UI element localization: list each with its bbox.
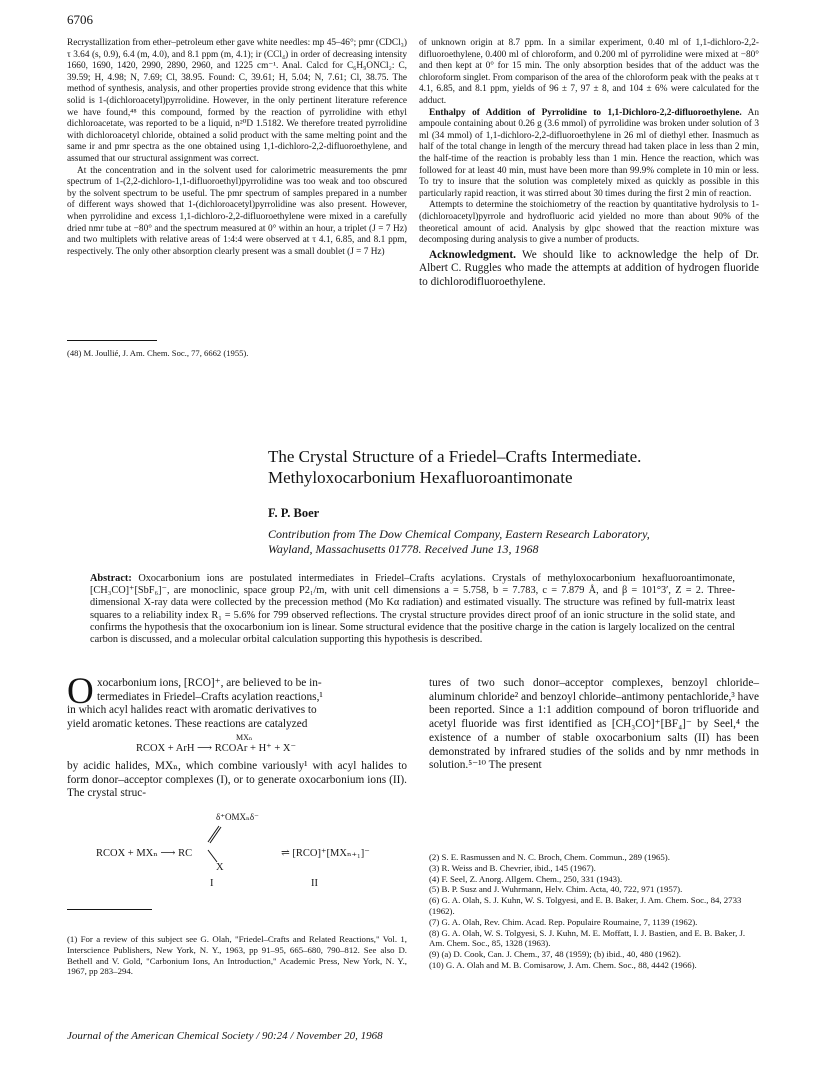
intro-line: xocarbonium ions, [RCO]⁺, are believed to be in-	[97, 677, 322, 689]
affiliation	[268, 527, 768, 557]
footnote: (4) F. Seel, Z. Anorg. Allgem. Chem., 250, 331 (1943).	[429, 873, 623, 884]
intro-line: yield aromatic ketones. These reactions are catalyzed	[67, 718, 308, 731]
author: F. P. Boer	[268, 506, 320, 520]
footnote-rule	[67, 340, 157, 341]
intro-column	[67, 677, 407, 732]
paragraph: Recrystallization from ether–petroleum ether gave white needles: mp 45–46°; pmr (CDCl₃) τ 3.64 (s, 0.9), 6.4 (m, 4.0), and 8.1 ppm (m, 4.1); ir (CCl₄) in order of decreasing intensity 1660, 1690, 1420, 2990, 2890, 2960, and 1225 cm⁻¹. Anal. Calcd for C₆H₉ONCl₂: C, 39.59; H, 4.98; N, 7.69; Cl, 38.95. Found: C, 39.61; H, 5.04; N, 7.61; Cl, 38.75. The method of synthesis, analysis, and other properties provide strong evidence that this white solid is 1-(dichloroacetyl)pyrrolidine. However, in the only pertinent literature reference we have found,⁴⁸ this compound, formed by the reaction of pyrrolidine with ethyl dichloroacetate, was reported to be a liquid, n²⁰D 1.5182. We therefore treated pyrrolidine with dichloroacetyl chloride, obtained a solid product with the same melting point and the same ir and pmr spectra as the one obtained using 1,1-dichloro-2,2-difluoroethylene, and assumed that our structural assignment was correct.	[67, 38, 407, 164]
label-compound-II: II	[311, 878, 318, 889]
title-line: The Crystal Structure of a Friedel–Crafts Intermediate.	[268, 447, 642, 466]
equation-2-top: δ⁺OMXₙδ⁻	[216, 812, 259, 822]
label-compound-I: I	[210, 878, 214, 889]
footnote: (9) (a) D. Cook, Can. J. Chem., 37, 48 (1959); (b) ibid., 40, 480 (1962).	[429, 949, 681, 960]
equation-1: RCOX + ArH ⟶ RCOAr + H⁺ + X⁻	[136, 743, 296, 754]
left-top-column	[67, 38, 407, 258]
right-body-text: tures of two such donor–acceptor complexes, benzoyl chloride–aluminum chloride² and benzoyl chloride–antimony pentachloride,³ have been reported. Since a 1:1 addition compound of boron trifluoride and acetyl fluoride was first identified as [CH₃CO]⁺[BF₄]⁻ by Seel,⁴ the existence of a number of stable oxocarbonium salts (II) has been demonstrated by infrared studies of the solids and by nmr methods in solution.⁵⁻¹⁰ The present	[429, 677, 759, 772]
equation-2-right: ⇌ [RCO]⁺[MXₙ₊₁]⁻	[281, 848, 370, 859]
title-line: Methyloxocarbonium Hexafluoroantimonate	[268, 468, 573, 487]
footnote: (10) G. A. Olah and M. B. Comisarow, J. Am. Chem. Soc., 88, 4442 (1966).	[429, 959, 697, 970]
footnote: (7) G. A. Olah, Rev. Chim. Acad. Rep. Populaire Roumaine, 7, 1139 (1962).	[429, 916, 698, 927]
right-top-column	[419, 38, 759, 289]
section-heading: Enthalpy of Addition of Pyrrolidine to 1,1-Dichloro-2,2-difluoroethylene.	[429, 107, 742, 118]
bond-lines	[205, 824, 225, 864]
affiliation-line: Wayland, Massachusetts 01778. Received June 13, 1968	[268, 542, 539, 556]
intro-line: in which acyl halides react with aromatic derivatives to	[67, 704, 317, 717]
page-number: 6706	[67, 12, 93, 27]
footnote: (3) R. Weiss and B. Chevrier, ibid., 145 (1967).	[429, 862, 596, 873]
article-title	[268, 446, 768, 488]
acknowledgment	[419, 249, 759, 290]
enthalpy-paragraph	[419, 108, 759, 201]
paragraph: At the concentration and in the solvent used for calorimetric measurements the pmr spectrum of 1-(2,2-dichloro-1,1-difluoroethyl)pyrrolidine was too weak and too obscured by the solvent spectrum to be useful. The pmr spectrum of samples prepared in a number of different ways showed that 1-(dichloroacetyl)pyrrolidine was also present. However, when pyrrolidine and excess 1,1-dichloro-2,2-difluoroethylene were mixed in a carefully dried nmr tube at −80° and the spectrum measured at 0° within an hour, a triplet (J = 7 Hz) and two multiplets with relative areas of 1:4:4 were observed at τ 4.1, 6.85, and 8.1 ppm, respectively. The only other absorption clearly present was a small doublet (J = 7 Hz)	[67, 165, 407, 257]
right-footnotes	[429, 852, 759, 971]
equation-2-left: RCOX + MXₙ ⟶ RC	[96, 848, 193, 859]
journal-footer: Journal of the American Chemical Society / 90:24 / November 20, 1968	[67, 1030, 383, 1042]
ack-text: We should like to acknowledge the help of Dr. Albert C. Ruggles who made the attempts at addition of hydrogen fluoride to dichlorodifluoroethylene.	[419, 248, 759, 288]
abstract-label: Abstract:	[90, 573, 132, 584]
footnote-1: (1) For a review of this subject see G. Olah, "Friedel–Crafts and Related Reactions," Vol. 1, Interscience Publishers, New York, N. Y., 1963, pp 91–95, 665–680, 790–812. See also D. Bethell and V. Gold, "Carbonium Ions, An Introduction," Academic Press, New York, N. Y., 1967, pp 283–294.	[67, 934, 407, 977]
ack-heading: Acknowledgment.	[429, 248, 516, 261]
abstract-text: Oxocarbonium ions are postulated intermediates in Friedel–Crafts acylations. Crystals of methyloxocarbonium hexafluoroantimonate, [CH₃CO]⁺[SbF₆]⁻, are monoclinic, space group P2₁/m, with unit cell dimensions a = 5.758, b = 7.783, c = 7.879 Å, and β = 101°3′, Z = 2. Three-dimensional X-ray data were collected by the precession method (Mo Kα radiation) and estimated visually. The structure was refined by full-matrix least squares to a reliability index R₁ = 5.6% for 799 observed reflections. The crystal structure provides direct proof of an ionic structure in the solid state, and confirms the hypothesis that the oxocarbonium ion is linear. Some structural evidence that the positive charge in the cation is largely localized on the central carbon is discussed, and a molecular orbital calculation supporting this hypothesis is described.	[90, 573, 735, 646]
drop-cap: O	[67, 671, 94, 712]
enthalpy-text: An ampoule containing about 0.26 g (3.6 mmol) of pyrrolidine was broken under solution of 3 ml (34 mmol) of 1,1-dichloro-2,2-difluoroethylene in 26 ml of diethyl ether. Inasmuch as half of the total change in length of the mercury thread had taken place in less than 2 min, the half-time of the reaction is probably less than 1 min. Hence the reaction, which was followed for at least 40 min, must have been more than 99.9% complete in 10 min or less. To try to insure that the solution was completely mixed as quickly as possible in this particularly rapid reaction, it was stirred about 30 times during the first 2 min of reaction.	[419, 107, 759, 199]
intro-continued: by acidic halides, MXₙ, which combine variously¹ with acyl halides to form donor–acceptor complexes (I), or to generate oxocarbonium ions (II). The crystal struc-	[67, 760, 407, 800]
footnote: (8) G. A. Olah, W. S. Tolgyesi, S. J. Kuhn, M. E. Moffatt, I. J. Bastien, and E. B. Baker, J. Am. Chem. Soc., 85, 1328 (1963).	[429, 927, 746, 949]
equation-catalyst: MXₙ	[236, 733, 253, 742]
footnote-rule	[67, 909, 152, 910]
footnote: (2) S. E. Rasmussen and N. C. Broch, Chem. Commun., 289 (1965).	[429, 852, 670, 862]
paragraph: of unknown origin at 8.7 ppm. In a similar experiment, 0.40 ml of 1,1-dichloro-2,2-difluoroethylene, 0.400 ml of chloroform, and 0.200 ml of pyrrolidine were mixed at −80° and then kept at 0° for 15 min. The only absorption besides that of the adduct was the chloroform singlet. From comparison of the area of the chloroform peak with the peaks at τ 4.1, 6.85, and 8.1 ppm, yields of 96 ± 7, 97 ± 8, and 104 ± 6% were calculated for the adduct.	[419, 38, 759, 106]
paragraph: Attempts to determine the stoichiometry of the reaction by quantitative hydrolysis to 1-(dichloroacetyl)pyrrole and hydrofluoric acid yielded no more than about 90% of the theoretical amount of acid. Analysis by glpc showed that the reaction mixture was decomposing during analysis to give a number of products.	[419, 200, 759, 246]
footnote-48: (48) M. Joullié, J. Am. Chem. Soc., 77, 6662 (1955).	[67, 348, 249, 358]
affiliation-line: Contribution from The Dow Chemical Company, Eastern Research Laboratory,	[268, 527, 650, 541]
abstract	[90, 573, 735, 646]
equation-2-x: X	[216, 862, 224, 873]
footnote: (6) G. A. Olah, S. J. Kuhn, W. S. Tolgyesi, and E. B. Baker, J. Am. Chem. Soc., 84, 2733 (1962).	[429, 895, 742, 916]
footnote: (5) B. P. Susz and J. Wuhrmann, Helv. Chim. Acta, 40, 722, 971 (1957).	[429, 884, 683, 895]
intro-line: termediates in Friedel–Crafts acylation reactions,¹	[97, 690, 323, 703]
